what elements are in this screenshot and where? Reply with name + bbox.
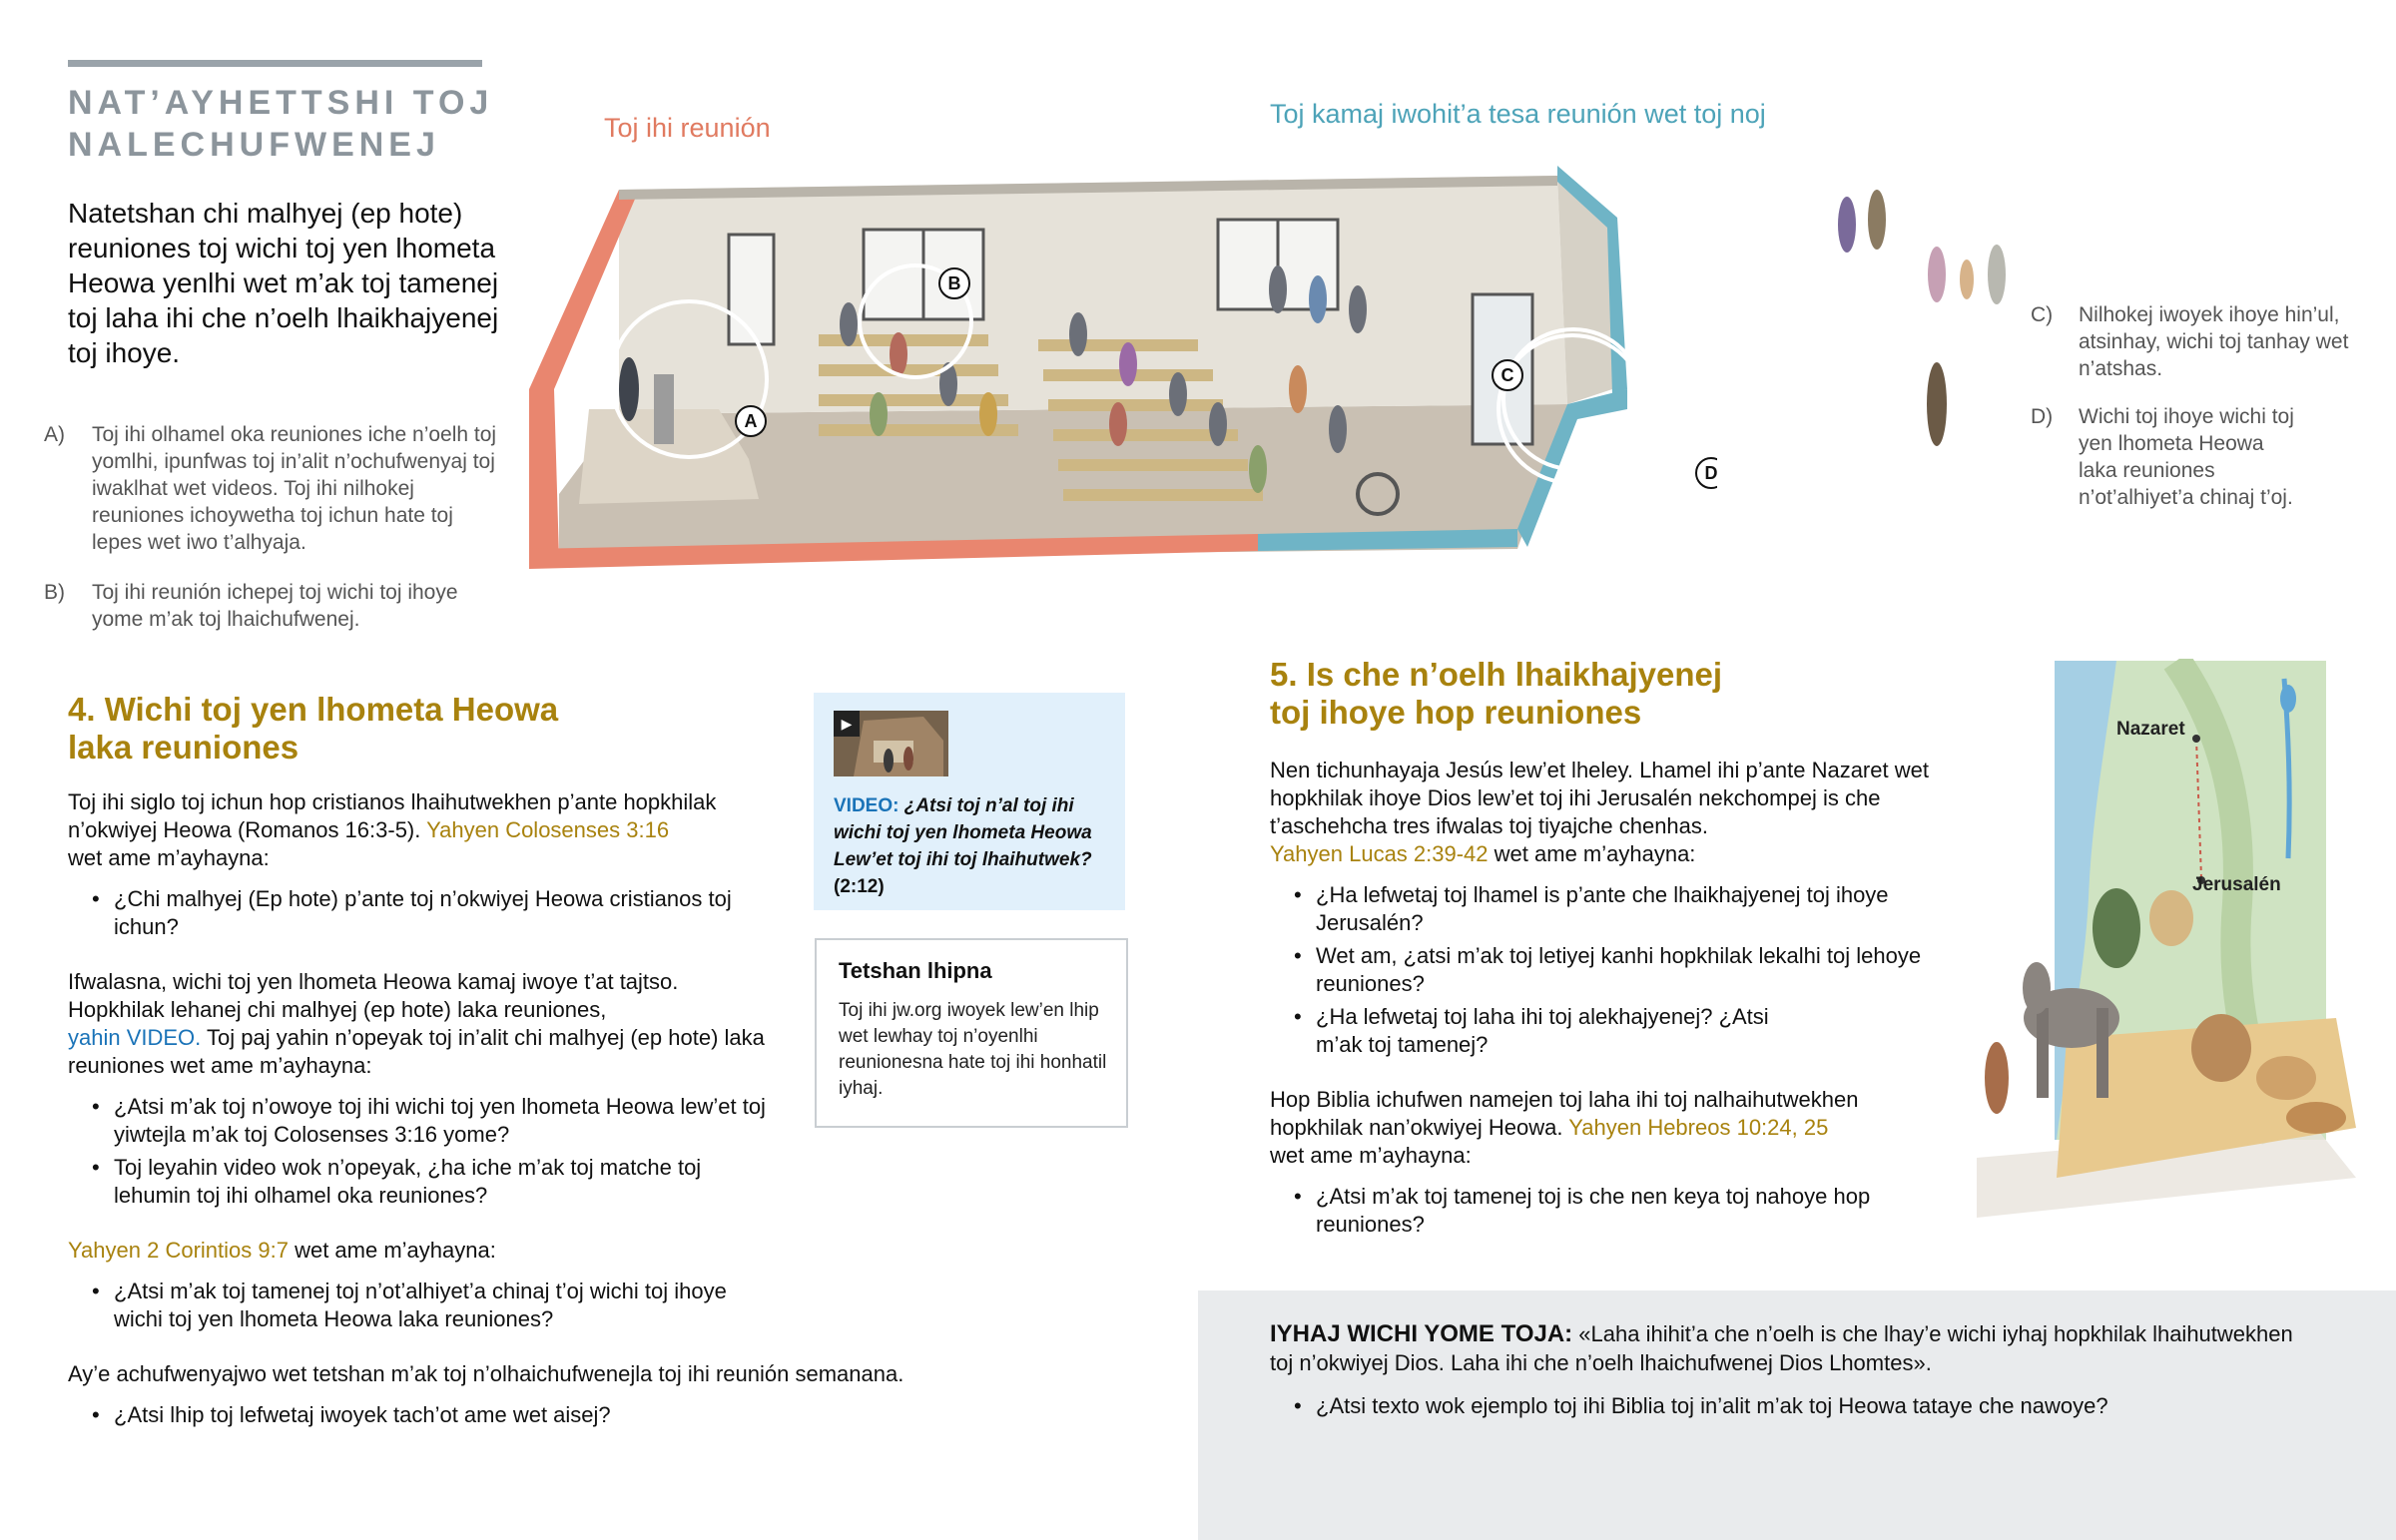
section-5-q2: • Wet am, ¿atsi m’ak toj letiyej kanhi hopkhilak lekalhi toj lehoye reuniones? xyxy=(1270,942,1925,998)
section-4-q3: • Toj leyahin video wok n’opeyak, ¿ha iche m’ak toj matche toj lehumin toj ihi olhamel oka reuniones? xyxy=(68,1154,767,1210)
section-5-title: 5. Is che n’oelh lhaikhajyenej toj ihoye hop reuniones xyxy=(1270,656,1723,731)
marker-d: D xyxy=(1704,463,1717,483)
note-d: D) Wichi toj ihoye wichi toj yen lhometa Heowa laka reuniones n’ot’alhiyet’a chinaj t’oj. xyxy=(2031,405,2294,509)
summary-question: • ¿Atsi texto wok ejemplo toj ihi Biblia toj in’alit m’ak toj Heowa tataye che nawoye? xyxy=(1270,1392,2314,1420)
section-4-title: 4. Wichi toj yen lhometa Heowa laka reuniones xyxy=(68,691,559,766)
section-5-body xyxy=(1270,757,1929,1239)
map-label-jerusalen: Jerusalén xyxy=(2192,874,2281,895)
marker-c: C xyxy=(1500,365,1514,385)
tetshan-text: Toj ihi jw.org iwoyek lew’en lhip wet lewhay toj n’oyenlhi reunionesna hate toj ihi honhatil iyhaj. xyxy=(839,1000,1107,1099)
section-5-q1: • ¿Ha lefwetaj toj lhamel is p’ante che lhaikhajyenej toj ihoye Jerusalén? xyxy=(1270,881,1925,937)
section-4-body xyxy=(68,788,904,1429)
video-thumbnail[interactable] xyxy=(834,711,948,776)
note-b: B) Toj ihi reunión ichepej toj wichi toj ihoye yome m’ak toj lhaichufwenej. xyxy=(44,581,458,631)
section-4-q5: • ¿Atsi lhip toj lefwetaj iwoyek tach’ot ame wet aisej? xyxy=(68,1401,767,1429)
section-4-p2: Ifwalasna, wichi toj yen lhometa Heowa kamaj iwoye t’at tajtso. Hopkhilak lehanej chi malhyej (ep hote) laka reuniones, yahin VIDEO. Toj paj yahin n’opeyak toj in’alit chi malhyej (ep hote) laka reuniones wet ame m’ayhayna: xyxy=(68,969,765,1078)
intro-text: Natetshan chi malhyej (ep hote) reuniones toj wichi toj yen lhometa Heowa yenlhi wet m’ak toj tamenej toj laha ihi che n’oelh lhaikhajyenej toj ihoye. xyxy=(68,198,499,368)
video-link[interactable]: yahin VIDEO. xyxy=(68,1025,202,1050)
section-5-p2: Hop Biblia ichufwen namejen toj laha ihi toj nalhaihutwekhen hopkhilak nan’okwiyej Heowa. Yahyen Hebreos 10:24, 25 wet ame m’ayhayna: xyxy=(1270,1087,1859,1168)
map-label-nazaret: Nazaret xyxy=(2116,719,2185,740)
marker-b: B xyxy=(947,273,961,293)
section-5-p1: Nen tichunhayaja Jesús lew’et lheley. Lhamel ihi p’ante Nazaret wet hopkhilak ihoye Dios lew’et toj ihi Jerusalén nekchompej is che t’aschehcha tres ifwalas toj tiyajche chenhas. Yahyen Lucas 2:39-42 wet ame m’ayhayna: xyxy=(1270,758,1929,866)
marker-a: A xyxy=(744,411,758,431)
section-5-q3: • ¿Ha lefwetaj toj laha ihi toj alekhajyenej? ¿Atsi m’ak toj tamenej? xyxy=(1270,1003,1785,1059)
note-a: A) Toj ihi olhamel oka reuniones iche n’oelh toj yomlhi, ipunfwas toj in’alit n’ochufwenyaj toj iwaklhat wet videos. Toj ihi nilhokej reuniones ichoywetha toj ichun hate toj lepes wet iwo t’alhyaja. xyxy=(44,423,497,554)
map-illustration xyxy=(1917,659,2376,1228)
video-caption: VIDEO: ¿Atsi toj n’al toj ihi wichi toj yen lhometa Heowa Lew’et toj ihi toj lhaihutwek? (2:12) xyxy=(834,795,1092,897)
outside-people xyxy=(1817,175,2037,474)
tetshan-box xyxy=(815,938,1128,1128)
header-rule xyxy=(68,60,482,67)
play-icon[interactable]: ▶ xyxy=(834,711,860,737)
tetshan-title: Tetshan lhipna xyxy=(839,958,992,983)
section-4-q2: • ¿Atsi m’ak toj n’owoye toj ihi wichi toj yen lhometa Heowa lew’et toj yiwtejla m’ak toj Colosenses 3:16 yome? xyxy=(68,1093,767,1149)
note-c: C) Nilhokej iwoyek ihoye hin’ul, atsinhay, wichi toj tanhay wet n’atshas. xyxy=(2031,303,2349,380)
summary-quote: IYHAJ WICHI YOME TOJA: «Laha ihihit’a che n’oelh is che lhay’e wichi iyhaj hopkhilak lhaihutwekhen toj n’okwiyej Dios. Laha ihi che n’oelh lhaichufwenej Dios Lhomtes». xyxy=(1270,1320,2293,1375)
hall-illustration xyxy=(519,160,1717,599)
video-box[interactable] xyxy=(814,693,1125,910)
section-4-q1: • ¿Chi malhyej (Ep hote) p’ante toj n’okwiyej Heowa cristianos toj ichun? xyxy=(68,885,767,941)
colosenses-ref-link[interactable]: Yahyen Colosenses 3:16 xyxy=(426,817,670,842)
lucas-ref-link[interactable]: Yahyen Lucas 2:39-42 xyxy=(1270,841,1489,866)
section-4-q4: • ¿Atsi m’ak toj tamenej toj n’ot’alhiyet’a chinaj t’oj wichi toj ihoye wichi toj yen lhometa Heowa laka reuniones? xyxy=(68,1278,767,1333)
scene-right-label: Toj kamaj iwohit’a tesa reunión wet toj noj xyxy=(1270,99,1766,129)
hebreos-ref-link[interactable]: Yahyen Hebreos 10:24, 25 xyxy=(1568,1115,1829,1140)
kicker-title: NAT’AYHETTSHI TOJ NALECHUFWENEJ xyxy=(68,84,494,164)
section-4-p1: Toj ihi siglo toj ichun hop cristianos lhaihutwekhen p’ante hopkhilak n’okwiyej Heowa (Romanos 16:3-5). Yahyen Colosenses 3:16 wet ame m’ayhayna: xyxy=(68,789,717,870)
section-5-q4: • ¿Atsi m’ak toj tamenej toj is che nen keya toj nahoye hop reuniones? xyxy=(1270,1183,1875,1239)
section-4-ref2: Yahyen 2 Corintios 9:7 wet ame m’ayhayna: xyxy=(68,1238,496,1263)
section-4-p3: Ay’e achufwenyajwo wet tetshan m’ak toj n’olhaichufwenejla toj ihi reunión semanana. xyxy=(68,1361,904,1386)
corintios-ref-link[interactable]: Yahyen 2 Corintios 9:7 xyxy=(68,1238,289,1263)
scene-left-label: Toj ihi reunión xyxy=(604,113,771,143)
